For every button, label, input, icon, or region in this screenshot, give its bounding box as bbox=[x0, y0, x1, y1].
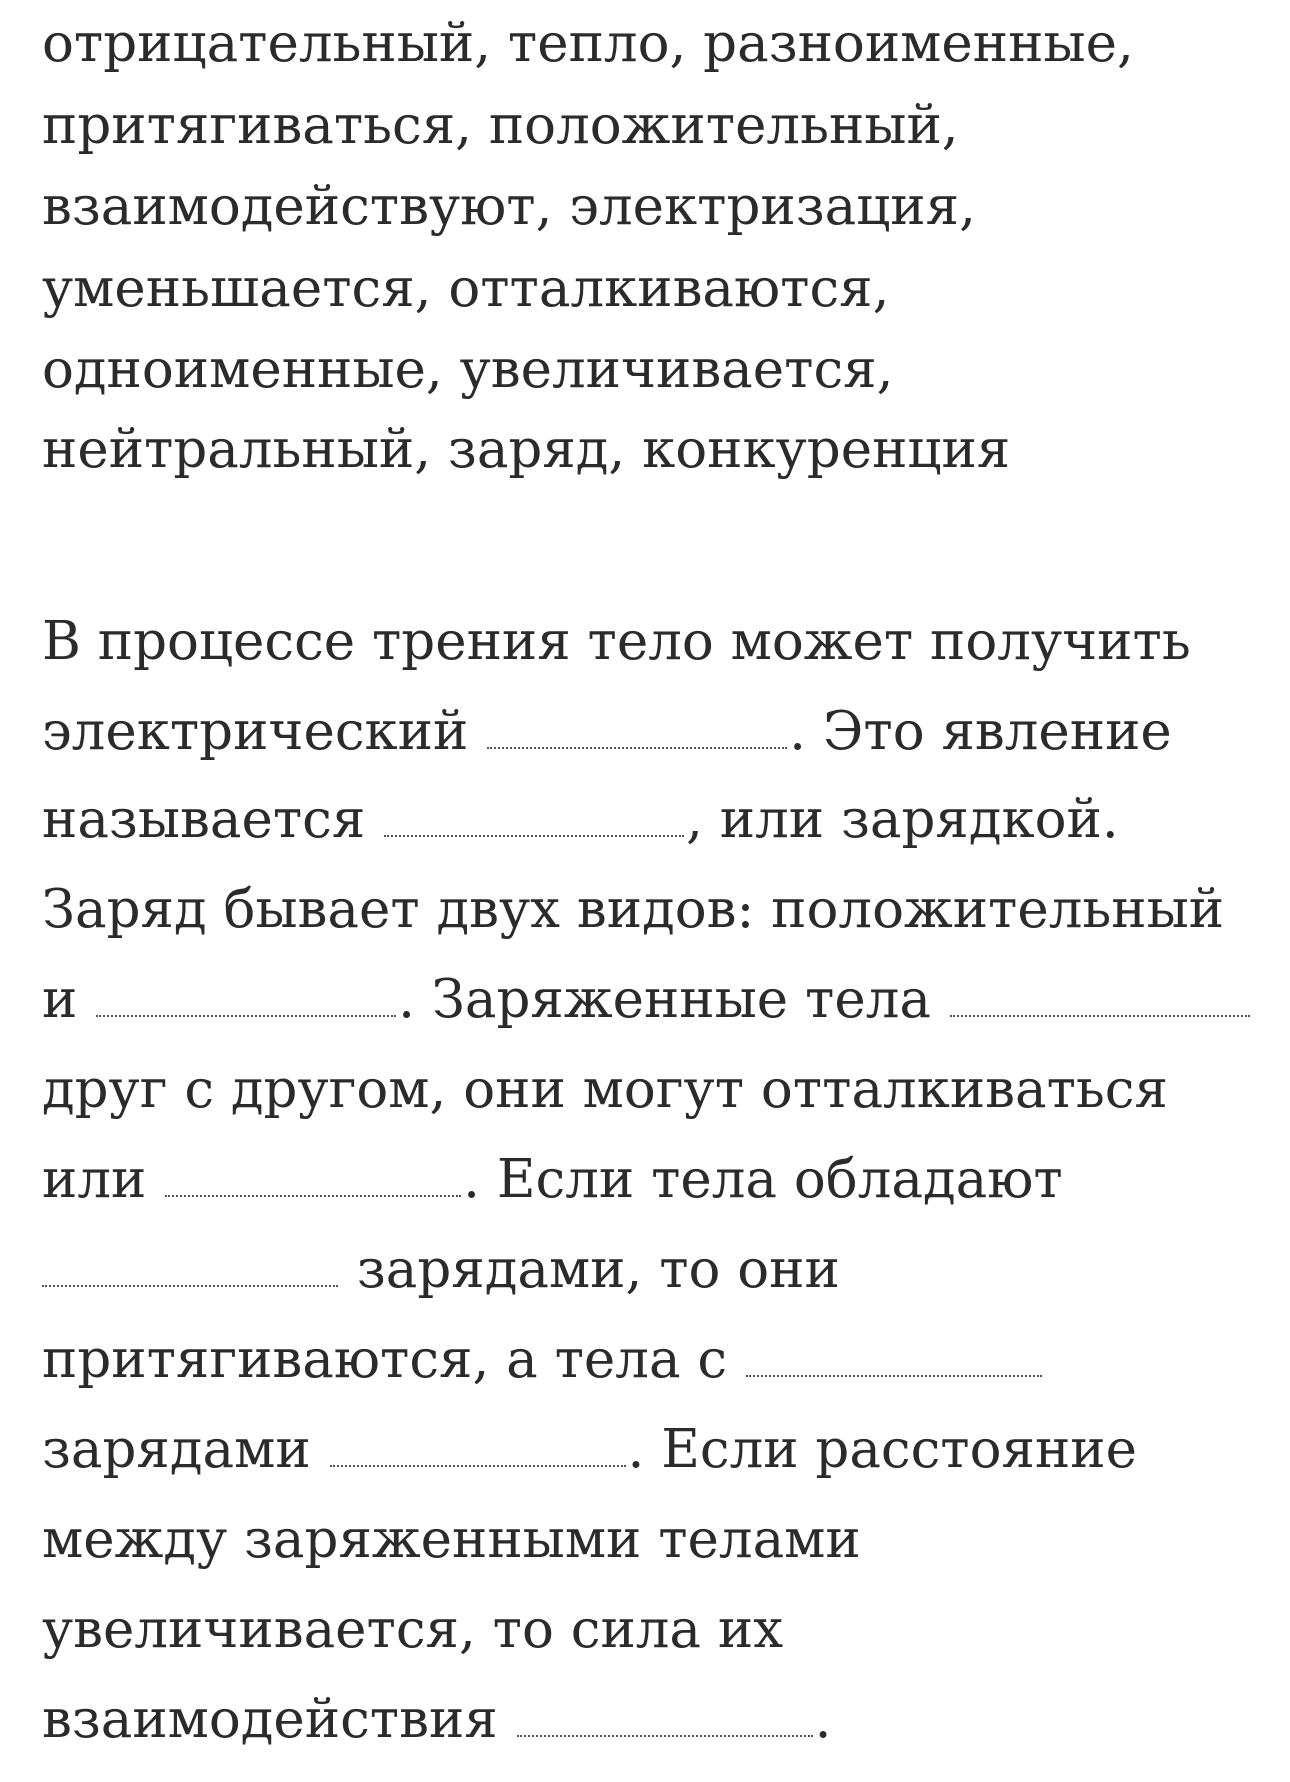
answer-blank-3[interactable] bbox=[96, 975, 396, 1017]
exercise-line bbox=[42, 1600, 783, 1660]
exercise-line bbox=[42, 1330, 1044, 1390]
exercise-text-fragment: электрический bbox=[42, 701, 486, 762]
exercise-line bbox=[42, 1240, 840, 1300]
answer-blank-4[interactable] bbox=[950, 975, 1250, 1017]
exercise-text-fragment: . Это явление bbox=[789, 701, 1172, 762]
exercise-text-fragment: Заряд бывает двух видов: положительный bbox=[42, 879, 1225, 940]
exercise-text-fragment: взаимодействия bbox=[42, 1689, 515, 1750]
exercise-line bbox=[42, 1510, 861, 1570]
answer-blank-5[interactable] bbox=[165, 1155, 461, 1197]
word-bank-line: уменьшается, отталкиваются, bbox=[42, 258, 890, 319]
exercise-text-fragment: или bbox=[42, 1149, 164, 1210]
exercise-text-fragment: друг с другом, они могут отталкиваться bbox=[42, 1059, 1168, 1120]
exercise-text-fragment: между заряженными телами bbox=[42, 1509, 861, 1570]
exercise-text-fragment: называется bbox=[42, 789, 383, 850]
word-bank-line: нейтральный, заряд, конкуренция bbox=[42, 419, 1011, 480]
exercise-line bbox=[42, 702, 1172, 762]
word-bank-line: взаимодействуют, электризация, bbox=[42, 176, 976, 237]
exercise-line bbox=[42, 612, 1191, 672]
exercise-line bbox=[42, 1150, 1063, 1210]
answer-blank-9[interactable] bbox=[517, 1695, 813, 1737]
exercise-text-fragment: . Заряженные тела bbox=[398, 969, 948, 1030]
exercise-text-fragment: и bbox=[42, 969, 95, 1030]
answer-blank-2[interactable] bbox=[384, 795, 684, 837]
exercise-text-fragment: . bbox=[814, 1689, 832, 1750]
exercise-line bbox=[42, 1690, 831, 1750]
answer-blank-8[interactable] bbox=[330, 1425, 626, 1467]
exercise-text-fragment: . Если тела обладают bbox=[463, 1149, 1063, 1210]
answer-blank-7[interactable] bbox=[746, 1335, 1042, 1377]
exercise-text-fragment: зарядами, то они bbox=[340, 1239, 840, 1300]
exercise-line bbox=[42, 880, 1224, 940]
exercise-line bbox=[42, 1420, 1137, 1480]
exercise-line bbox=[42, 1060, 1168, 1120]
exercise-text-fragment: . Если расстояние bbox=[627, 1419, 1137, 1480]
answer-blank-1[interactable] bbox=[487, 707, 787, 749]
exercise-text-fragment: В процессе трения тело может получить bbox=[42, 611, 1191, 672]
word-bank-line: отрицательный, тепло, разноименные, bbox=[42, 13, 1134, 74]
exercise-line bbox=[42, 970, 1252, 1030]
exercise-text-fragment: притягиваются, а тела с bbox=[42, 1329, 744, 1390]
word-bank-line: притягиваться, положительный, bbox=[42, 95, 959, 156]
exercise-line bbox=[42, 790, 1119, 850]
word-bank-line: одноименные, увеличивается, bbox=[42, 339, 894, 400]
exercise-text-fragment: , или зарядкой. bbox=[686, 789, 1119, 850]
exercise-text-fragment: увеличивается, то сила их bbox=[42, 1599, 784, 1660]
exercise-text-fragment: зарядами bbox=[42, 1419, 328, 1480]
answer-blank-6[interactable] bbox=[42, 1245, 338, 1287]
